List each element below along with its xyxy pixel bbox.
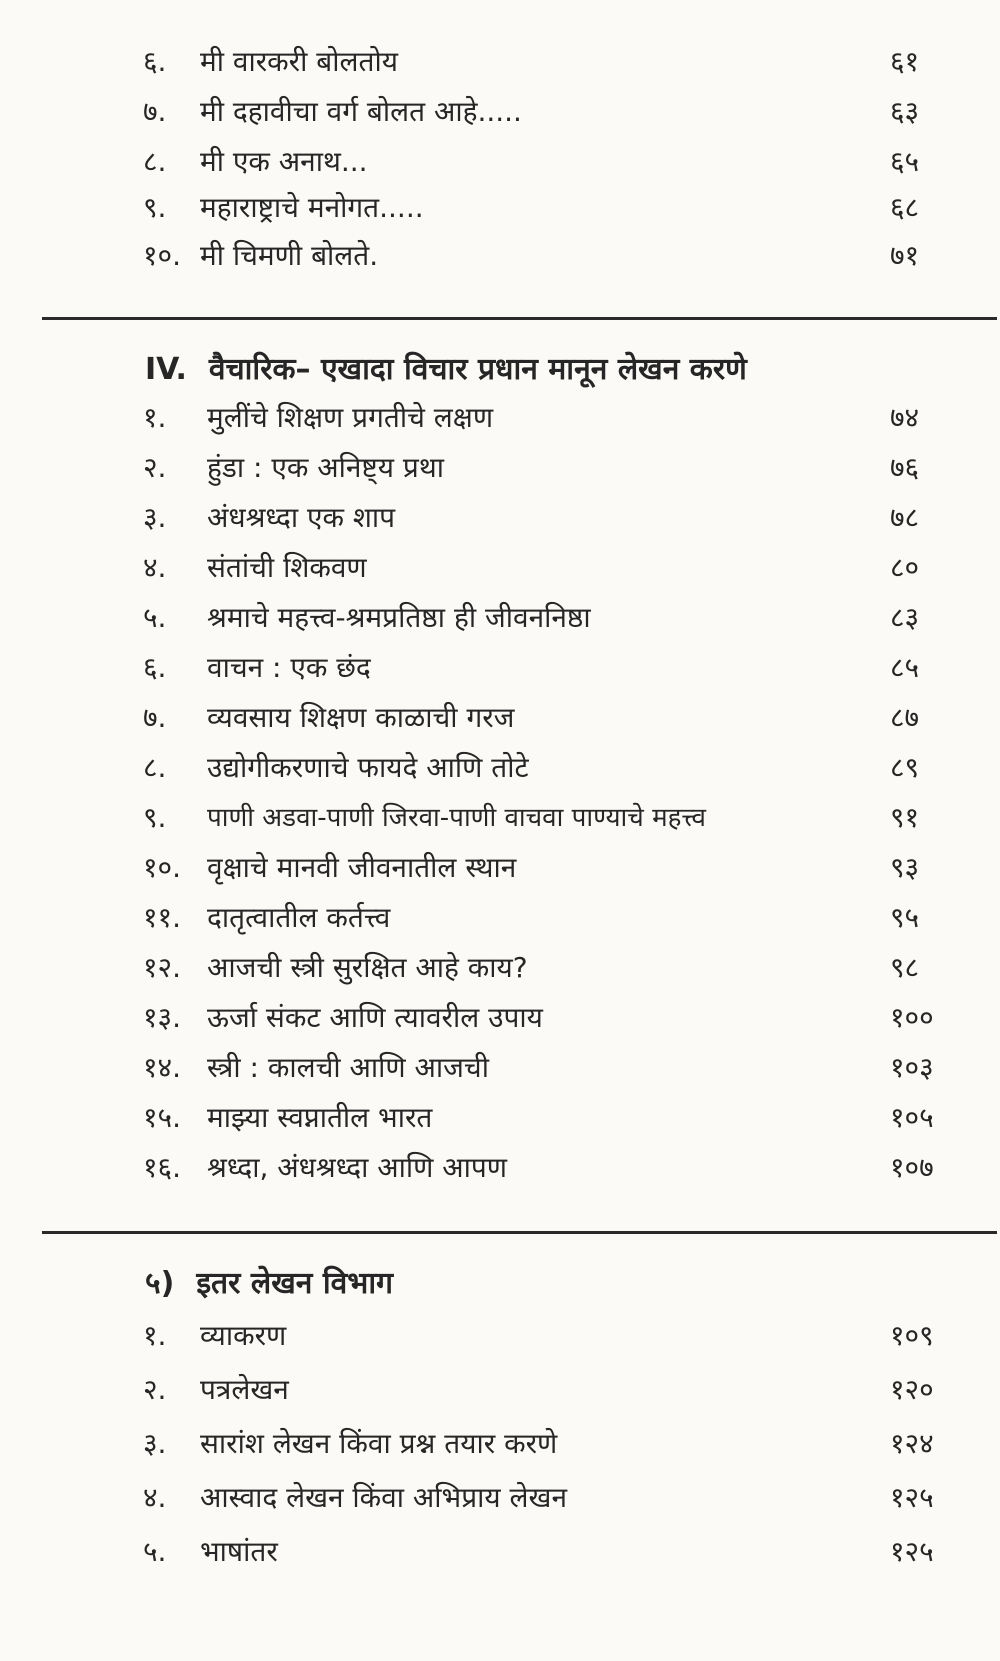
item-title: मुलींचे शिक्षण प्रगतीचे लक्षण <box>207 401 494 434</box>
page-number: ९३ <box>890 851 920 884</box>
page-number: ६१ <box>890 45 920 78</box>
item-number: ११. <box>143 901 182 934</box>
item-title: ऊर्जा संकट आणि त्यावरील उपाय <box>207 1001 543 1034</box>
item-title: मी वारकरी बोलतोय <box>200 45 398 78</box>
toc-row <box>0 138 1000 186</box>
item-number: १२. <box>143 951 182 984</box>
item-title: श्रमाचे महत्त्व-श्रमप्रतिष्ठा ही जीवननिष्ठा <box>207 601 591 634</box>
item-title: आजची स्त्री सुरक्षित आहे काय? <box>207 951 528 984</box>
item-title: हुंडा : एक अनिष्ट्य प्रथा <box>207 451 444 484</box>
item-number: २. <box>143 451 167 484</box>
section-divider <box>42 1231 997 1234</box>
toc-row <box>0 644 1000 692</box>
item-number: ६. <box>143 45 167 78</box>
item-number: ४. <box>143 551 167 584</box>
item-title: पाणी अडवा-पाणी जिरवा-पाणी वाचवा पाण्याचे महत्त्व <box>207 803 706 833</box>
item-number: १०. <box>143 851 182 884</box>
item-title: मी चिमणी बोलते. <box>200 239 379 272</box>
page-number: ७१ <box>890 239 920 272</box>
item-title: वृक्षाचे मानवी जीवनातील स्थान <box>207 851 517 884</box>
item-number: ३. <box>143 501 167 534</box>
item-number: ३. <box>143 1427 167 1460</box>
section-title: वैचारिक– एखादा विचार प्रधान मानून लेखन करणे <box>208 352 747 387</box>
item-title: दातृत्वातील कर्तत्त्व <box>207 901 391 934</box>
section-heading <box>145 346 747 394</box>
page-number: ८३ <box>890 601 920 634</box>
item-title: पत्रलेखन <box>200 1373 289 1406</box>
item-title: स्त्री : कालची आणि आजची <box>207 1051 489 1084</box>
item-number: १५. <box>143 1101 182 1134</box>
item-number: १०. <box>143 239 182 272</box>
item-number: १. <box>143 1319 167 1352</box>
section-title: इतर लेखन विभाग <box>196 1266 394 1301</box>
toc-row <box>0 1528 1000 1576</box>
page-number: १०३ <box>890 1051 934 1084</box>
toc-row <box>0 394 1000 442</box>
page-number: १०९ <box>890 1319 934 1352</box>
page-number: ७८ <box>890 501 920 534</box>
toc-row <box>0 1420 1000 1468</box>
toc-row <box>0 1366 1000 1414</box>
item-number: २. <box>143 1373 167 1406</box>
item-title: संतांची शिकवण <box>207 551 367 584</box>
section-heading <box>145 1260 393 1308</box>
item-number: १६. <box>143 1151 182 1184</box>
item-number: ५. <box>143 601 167 634</box>
item-title: व्याकरण <box>200 1319 287 1352</box>
item-title: अंधश्रध्दा एक शाप <box>207 501 396 534</box>
toc-row <box>0 1144 1000 1192</box>
toc-row <box>0 88 1000 136</box>
toc-row <box>0 844 1000 892</box>
item-title: वाचन : एक छंद <box>207 651 371 684</box>
item-title: आस्वाद लेखन किंवा अभिप्राय लेखन <box>200 1481 567 1514</box>
page-number: ८९ <box>890 751 920 784</box>
item-title: श्रध्दा, अंधश्रध्दा आणि आपण <box>207 1151 508 1184</box>
toc-row <box>0 544 1000 592</box>
toc-row <box>0 944 1000 992</box>
section-divider <box>42 317 997 320</box>
page-number: १०० <box>890 1001 934 1034</box>
item-number: ५. <box>143 1535 167 1568</box>
item-number: ८. <box>143 145 167 178</box>
toc-row <box>0 694 1000 742</box>
page-number: ८५ <box>890 651 920 684</box>
toc-row <box>0 494 1000 542</box>
item-number: ७. <box>143 95 167 128</box>
toc-row <box>0 1474 1000 1522</box>
page-number: ६३ <box>890 95 920 128</box>
item-number: ९. <box>143 801 167 834</box>
toc-row <box>0 444 1000 492</box>
toc-row <box>0 594 1000 642</box>
item-title: माझ्या स्वप्नातील भारत <box>207 1101 433 1134</box>
toc-row <box>0 744 1000 792</box>
page-number: ६५ <box>890 145 920 178</box>
item-title: व्यवसाय शिक्षण काळाची गरज <box>207 701 515 734</box>
item-number: ६. <box>143 651 167 684</box>
item-title: भाषांतर <box>200 1535 278 1568</box>
page-number: ९८ <box>890 951 920 984</box>
item-number: ९. <box>143 191 167 224</box>
item-title: सारांश लेखन किंवा प्रश्न तयार करणे <box>200 1427 558 1460</box>
section-number: ५) <box>145 1266 175 1301</box>
item-number: ४. <box>143 1481 167 1514</box>
item-title: महाराष्ट्राचे मनोगत..... <box>200 191 424 224</box>
toc-row <box>0 232 1000 280</box>
toc-row <box>0 994 1000 1042</box>
item-title: उद्योगीकरणाचे फायदे आणि तोटे <box>207 751 529 784</box>
page-number: १२५ <box>890 1535 934 1568</box>
page-number: १०५ <box>890 1101 934 1134</box>
page-number: ८० <box>890 551 920 584</box>
toc-row <box>0 184 1000 232</box>
toc-row <box>0 1094 1000 1142</box>
item-number: ८. <box>143 751 167 784</box>
page-number: १०७ <box>890 1151 934 1184</box>
item-number: १४. <box>143 1051 182 1084</box>
page-number: ९५ <box>890 901 920 934</box>
toc-row <box>0 38 1000 86</box>
item-title: मी दहावीचा वर्ग बोलत आहे..... <box>200 95 522 128</box>
page-number: ६८ <box>890 191 920 224</box>
page-number: १२५ <box>890 1481 934 1514</box>
page-number: ९१ <box>890 801 920 834</box>
item-title: मी एक अनाथ... <box>200 145 368 178</box>
section-number: IV. <box>145 352 187 387</box>
page-number: ७६ <box>890 451 920 484</box>
page-number: १२० <box>890 1373 934 1406</box>
toc-row <box>0 1044 1000 1092</box>
toc-row <box>0 1312 1000 1360</box>
page-number: ७४ <box>890 401 920 434</box>
toc-row <box>0 894 1000 942</box>
item-number: ७. <box>143 701 167 734</box>
toc-row <box>0 794 1000 842</box>
page-number: ८७ <box>890 701 920 734</box>
page-number: १२४ <box>890 1427 934 1460</box>
item-number: १. <box>143 401 167 434</box>
item-number: १३. <box>143 1001 182 1034</box>
